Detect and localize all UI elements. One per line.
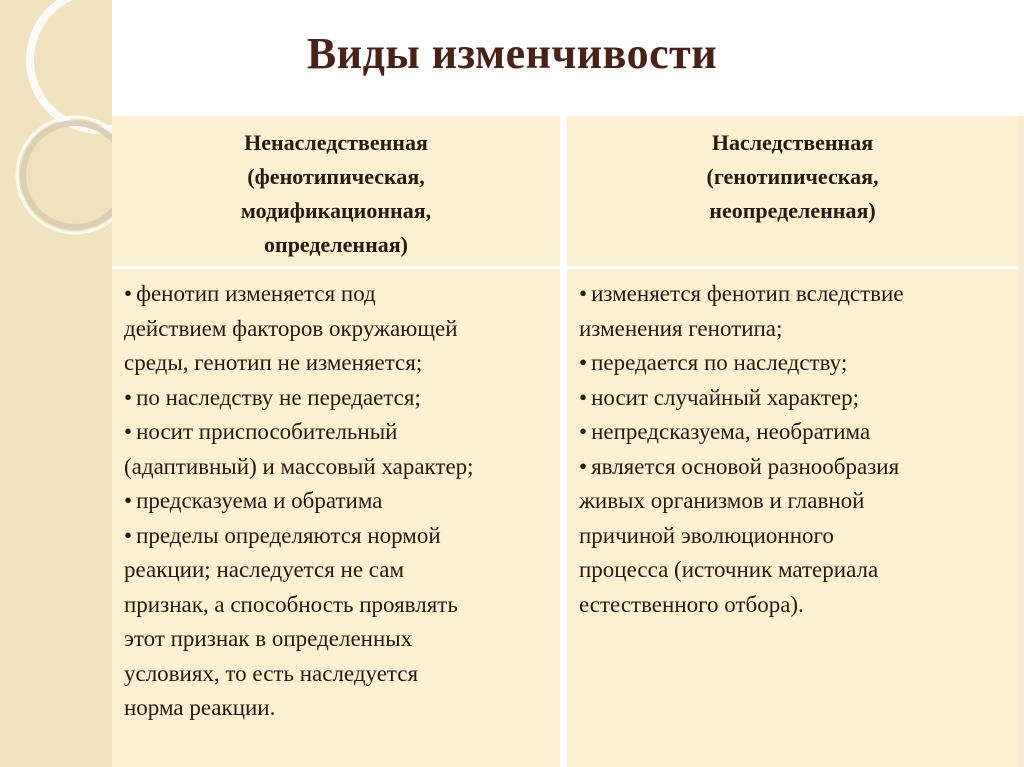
bullet-continuation: [124, 346, 554, 381]
header-line: (генотипическая,: [706, 164, 879, 189]
bullet-item: [124, 484, 554, 519]
slide-title: Виды изменчивости: [306, 29, 718, 78]
bullet-continuation: [579, 588, 1012, 623]
column-hereditary: [567, 116, 1018, 767]
bullet-item: [124, 415, 554, 450]
bullet-item: [579, 450, 1012, 485]
bullet-text: по наследству не передается;: [136, 384, 421, 410]
bullet-continuation: [124, 691, 554, 726]
bullet-mark: •: [124, 419, 133, 444]
header-line: Наследственная: [711, 130, 874, 155]
bullet-text: этот признак в определенных: [124, 626, 413, 651]
decorative-ring-top: [30, 0, 112, 130]
bullet-item: [579, 346, 1012, 381]
header-line: модификационная,: [240, 198, 432, 223]
bullet-item: [579, 277, 1012, 312]
bullet-text: (адаптивный) и массовый характер;: [124, 453, 474, 479]
bullet-text: передается по наследству;: [591, 350, 848, 375]
bullet-mark: •: [579, 453, 588, 479]
bullet-text: носит случайный характер;: [591, 384, 859, 410]
bullet-mark: •: [579, 384, 588, 410]
bullet-mark: •: [579, 419, 588, 444]
bullet-text: является основой разнообразия: [591, 453, 900, 479]
bullet-text: пределы определяются нормой: [136, 522, 441, 548]
bullet-text: естественного отбора).: [579, 591, 804, 617]
bullet-continuation: [579, 519, 1012, 554]
bullet-text: процесса (источник материала: [579, 557, 879, 582]
bullet-item: [124, 277, 554, 312]
bullet-text: непредсказуема, необратима: [591, 419, 871, 444]
bullet-item: [124, 519, 554, 554]
bullet-mark: •: [579, 281, 588, 306]
bullet-text: норма реакции.: [124, 695, 276, 720]
header-line: неопределенная): [709, 198, 876, 223]
bullet-text: предсказуема и обратима: [136, 488, 383, 513]
bullet-mark: •: [124, 384, 133, 410]
bullet-continuation: [579, 312, 1012, 347]
bullet-text: признак, а способность проявлять: [124, 591, 458, 617]
decorative-rings: [0, 0, 112, 767]
bullet-text: среды, генотип не изменяется;: [124, 350, 423, 375]
header-hereditary: [567, 116, 1018, 266]
bullet-text: причиной эволюционного: [579, 522, 834, 548]
bullet-continuation: [579, 484, 1012, 519]
bullet-item: [579, 415, 1012, 450]
header-non-hereditary: [112, 116, 560, 266]
body-non-hereditary: [112, 269, 560, 726]
bullet-continuation: [124, 657, 554, 692]
header-line: Ненаследственная: [244, 130, 428, 155]
bullet-continuation: [124, 622, 554, 657]
bullet-mark: •: [579, 350, 588, 375]
bullet-text: реакции; наследуется не сам: [124, 557, 405, 582]
bullet-text: носит приспособительный: [136, 419, 398, 444]
decorative-ring-middle-outer: [17, 117, 112, 233]
bullet-mark: •: [124, 281, 133, 306]
bullet-item: [579, 381, 1012, 416]
bullet-mark: •: [124, 522, 133, 548]
bullet-continuation: [579, 553, 1012, 588]
bullet-text: изменяется фенотип вследствие: [591, 281, 904, 306]
bullet-text: изменения генотипа;: [579, 315, 783, 341]
bullet-text: условиях, то есть наследуется: [124, 660, 419, 686]
bullet-text: фенотип изменяется под: [136, 281, 376, 306]
bullet-text: действием факторов окружающей: [124, 315, 458, 341]
bullet-text: живых организмов и главной: [579, 488, 865, 513]
bullet-continuation: [124, 450, 554, 485]
decorative-ring-middle: [23, 123, 112, 227]
column-divider: [560, 116, 567, 767]
header-line: (фенотипическая,: [247, 164, 425, 189]
bullet-continuation: [124, 553, 554, 588]
bullet-continuation: [124, 588, 554, 623]
comparison-table: [112, 116, 1018, 767]
header-line: определенная): [264, 232, 408, 257]
bullet-item: [124, 381, 554, 416]
body-hereditary: [567, 269, 1018, 622]
bullet-continuation: [124, 312, 554, 347]
bullet-mark: •: [124, 488, 133, 513]
column-non-hereditary: [112, 116, 560, 767]
